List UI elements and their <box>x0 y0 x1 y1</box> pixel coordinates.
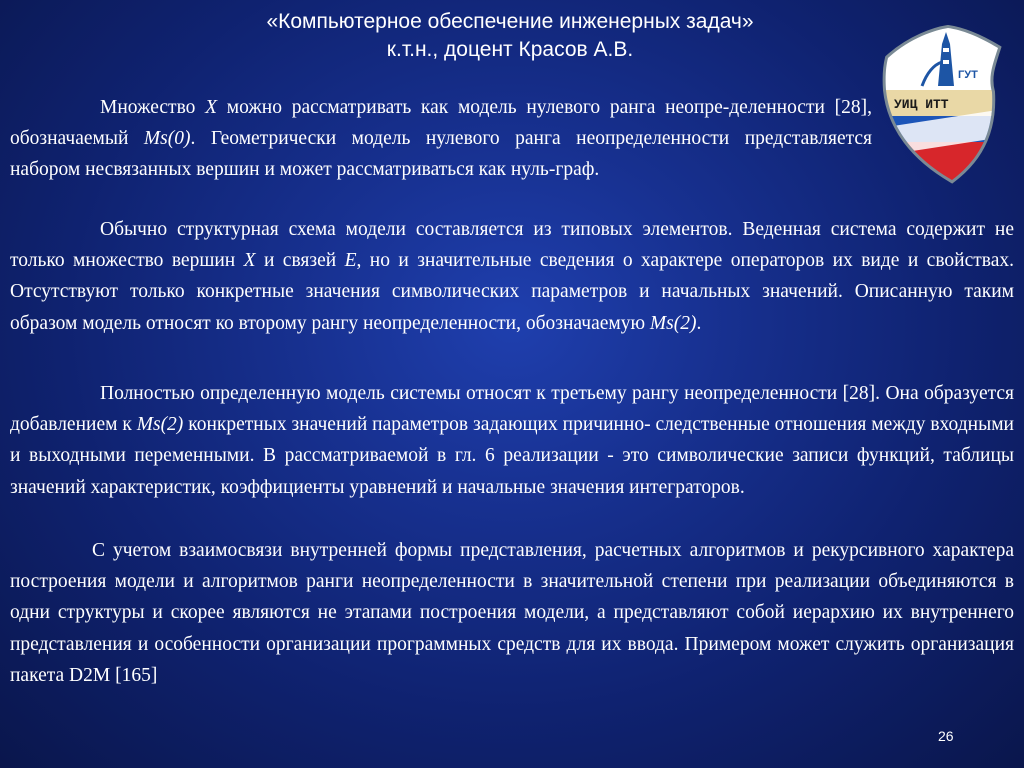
page-number: 26 <box>938 728 954 744</box>
paragraph-third-rank: Полностью определенную модель системы относят к третьему рангу неопределенности [28]. Она образуется добавлением к Ms(2) конкретных значений параметров задающих причинно- следственные отношения между входными и выходными переменными. В рассматриваемой в гл. 6 реализации - это символические записи функций, таблицы значений характеристик, коэффициенты уравнений и начальные значения интеграторов. <box>10 383 1014 498</box>
paragraph-second-rank: Обычно структурная схема модели составляется из типовых элементов. Веденная система содержит не только множество вершин X и связей E, но и значительные сведения о характере операторов их виде и свойствах. Отсутствуют только конкретные значения символических параметров и начальных значений. Описанную таким образом модель относят ко второму рангу неопределенности, обозначаемую Ms(2). <box>10 219 1014 334</box>
logo-top-text: ГУТ <box>958 69 978 81</box>
course-title: «Компьютерное обеспечение инженерных задач» <box>266 10 754 33</box>
paragraph-conclusion: С учетом взаимосвязи внутренней формы представления, расчетных алгоритмов и рекурсивного характера построения модели и алгоритмов ранги неопределенности в значительной степени при реализации объединяются в одни структуры и скорее являются не этапами построения модели, а представляют собой иерархию их внутреннего представления и особенности организации программных средств для их ввода. Примером может служить организация пакета D2M [165] <box>10 540 1014 686</box>
university-logo <box>880 18 1010 186</box>
author-line: к.т.н., доцент Красов А.В. <box>386 38 634 61</box>
stripe-red <box>880 142 1010 186</box>
slide-header <box>180 8 840 64</box>
paragraph-zero-rank: Множество X можно рассматривать как модель нулевого ранга неопре-деленности [28], обозначаемый Ms(0). Геометрически модель нулевого ранга неопределенности представляется набором несвязанных вершин и может рассматриваться как нуль-граф. <box>10 97 872 181</box>
logo-text: УИЦ ИТТ <box>894 97 949 112</box>
